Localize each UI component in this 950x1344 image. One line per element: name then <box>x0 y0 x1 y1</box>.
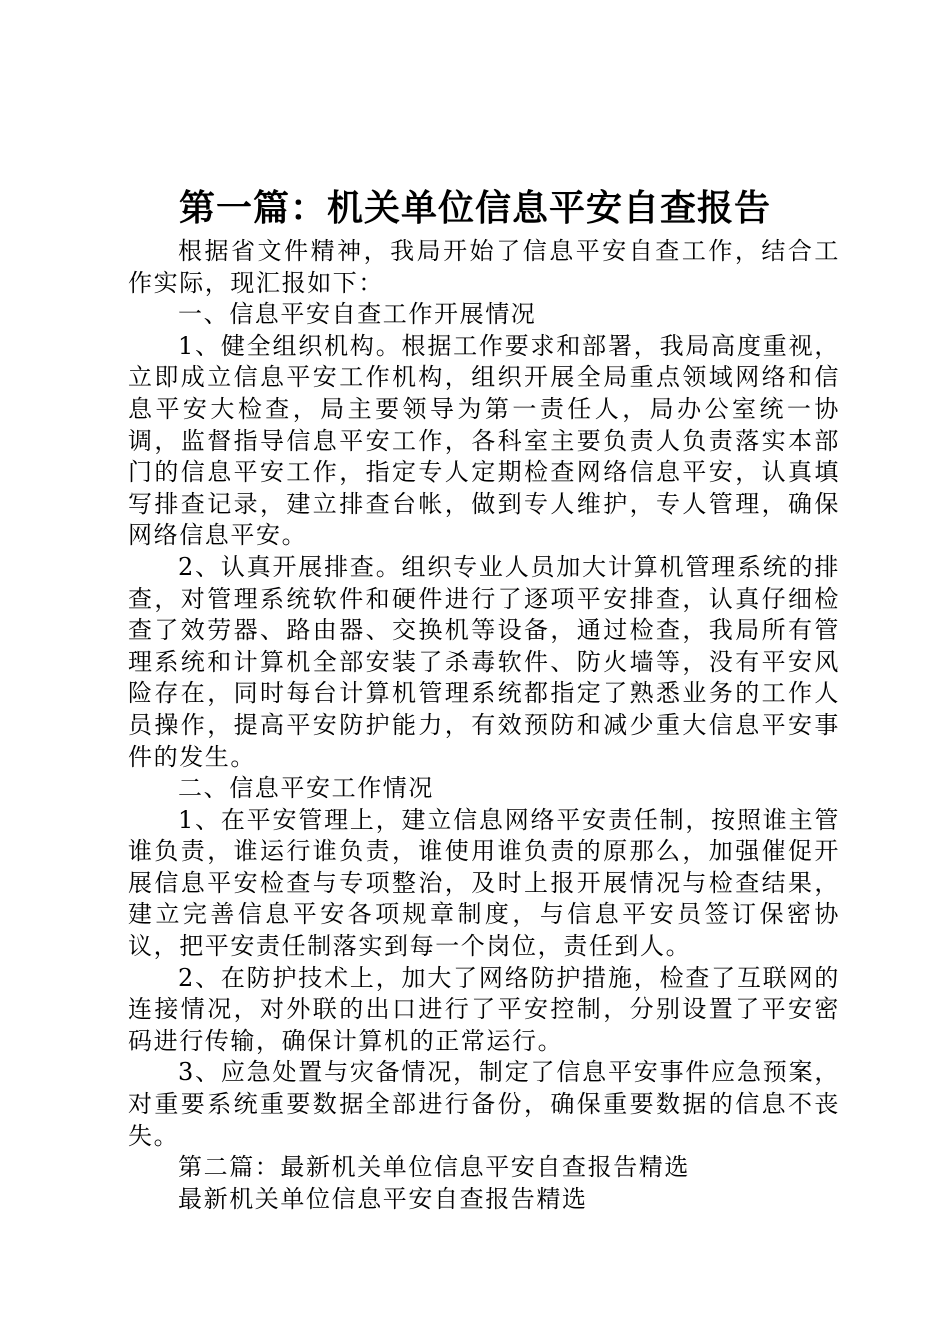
paragraph-emergency: 3、应急处置与灾备情况，制定了信息平安事件应急预案，对重要系统重要数据全部进行备份，确保重要数据的信息不丧失。 <box>128 1058 840 1150</box>
paragraph-inspection: 2、认真开展排查。组织专业人员加大计算机管理系统的排查，对管理系统软件和硬件进行了逐项平安排查，认真仔细检查了效劳器、路由器、交换机等设备，通过检查，我局所有管理系统和计算机全部安装了杀毒软件、防火墙等，没有平安风险存在，同时每台计算机管理系统都指定了熟悉业务的工作人员操作，提高平安防护能力，有效预防和减少重大信息平安事件的发生。 <box>128 552 840 771</box>
second-article-subtitle: 最新机关单位信息平安自查报告精选 <box>178 1184 588 1213</box>
section-heading-2: 二、信息平安工作情况 <box>178 774 434 803</box>
section-heading-1: 一、信息平安自查工作开展情况 <box>178 300 537 329</box>
document-title: 第一篇：机关单位信息平安自查报告 <box>178 187 771 229</box>
paragraph-intro: 根据省文件精神，我局开始了信息平安自查工作，结合工作实际，现汇报如下： <box>128 237 840 297</box>
paragraph-protection: 2、在防护技术上，加大了网络防护措施，检查了互联网的连接情况，对外联的出口进行了平安控制，分别设置了平安密码进行传输，确保计算机的正常运行。 <box>128 963 840 1055</box>
paragraph-organization: 1、健全组织机构。根据工作要求和部署，我局高度重视，立即成立信息平安工作机构，组织开展全局重点领域网络和信息平安大检查，局主要领导为第一责任人，局办公室统一协调，监督指导信息平安工作，各科室主要负责人负责落实本部门的信息平安工作，指定专人定期检查网络信息平安，认真填写排查记录，建立排查台帐，做到专人维护，专人管理，确保网络信息平安。 <box>128 331 840 550</box>
document-body <box>128 236 840 1215</box>
paragraph-management: 1、在平安管理上，建立信息网络平安责任制，按照谁主管谁负责，谁运行谁负责，谁使用谁负责的原那么，加强催促开展信息平安检查与专项整治，及时上报开展情况与检查结果，建立完善信息平安各项规章制度，与信息平安员签订保密协议，把平安责任制落实到每一个岗位，责任到人。 <box>128 805 840 961</box>
second-article-heading: 第二篇：最新机关单位信息平安自查报告精选 <box>178 1153 690 1182</box>
